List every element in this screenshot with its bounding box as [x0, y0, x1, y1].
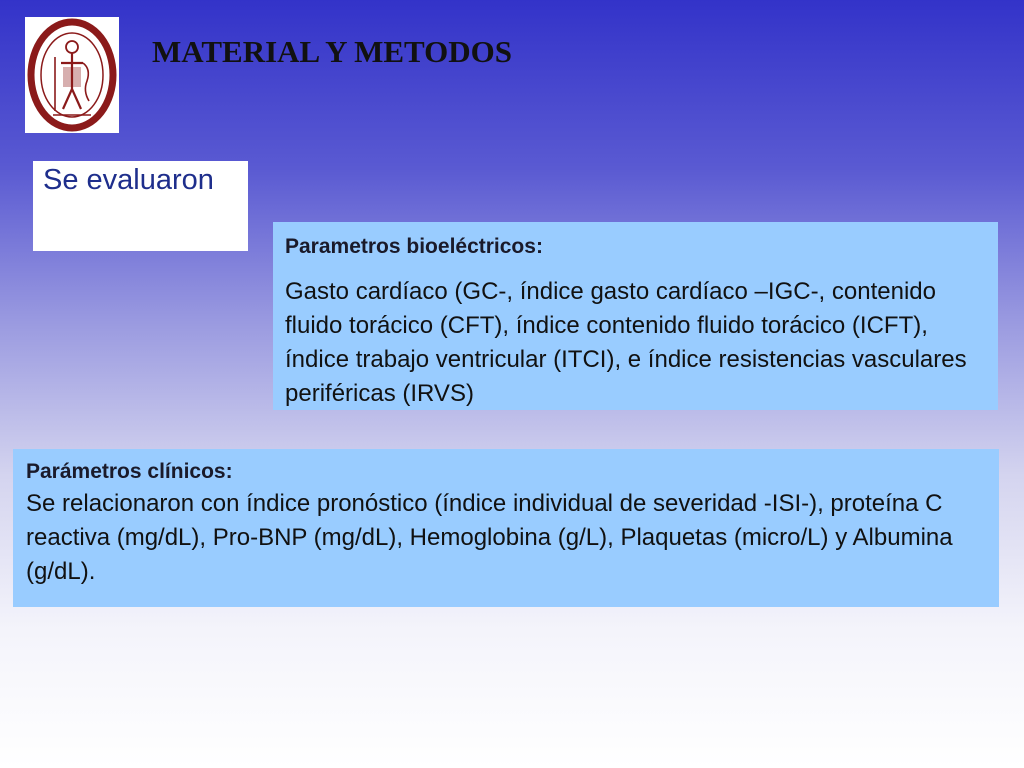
evaluated-box [33, 161, 248, 251]
evaluated-text: Se evaluaron [43, 164, 214, 196]
clinical-body: Se relacionaron con índice pronóstico (índice individual de severidad -ISI-), proteína C reactiva (mg/dL), Pro-BNP (mg/dL), Hemoglobina (g/L), Plaquetas (micro/L) y Albumina (g/dL). [26, 490, 953, 585]
university-seal-logo [25, 17, 119, 133]
bioelectric-body: Gasto cardíaco (GC-, índice gasto cardíaco –IGC-, contenido fluido torácico (CFT), índice contenido fluido torácico (ICFT), índice trabajo ventricular (ITCI), e índice resistencias vasculares periféricas (IRVS) [285, 278, 967, 407]
bioelectric-heading: Parametros bioeléctricos: [285, 235, 543, 258]
clinical-parameters-panel [13, 449, 999, 607]
university-seal-icon [25, 17, 119, 133]
slide-title: MATERIAL Y METODOS [152, 34, 512, 69]
bioelectric-parameters-panel [273, 222, 998, 410]
clinical-heading: Parámetros clínicos: [26, 460, 233, 483]
